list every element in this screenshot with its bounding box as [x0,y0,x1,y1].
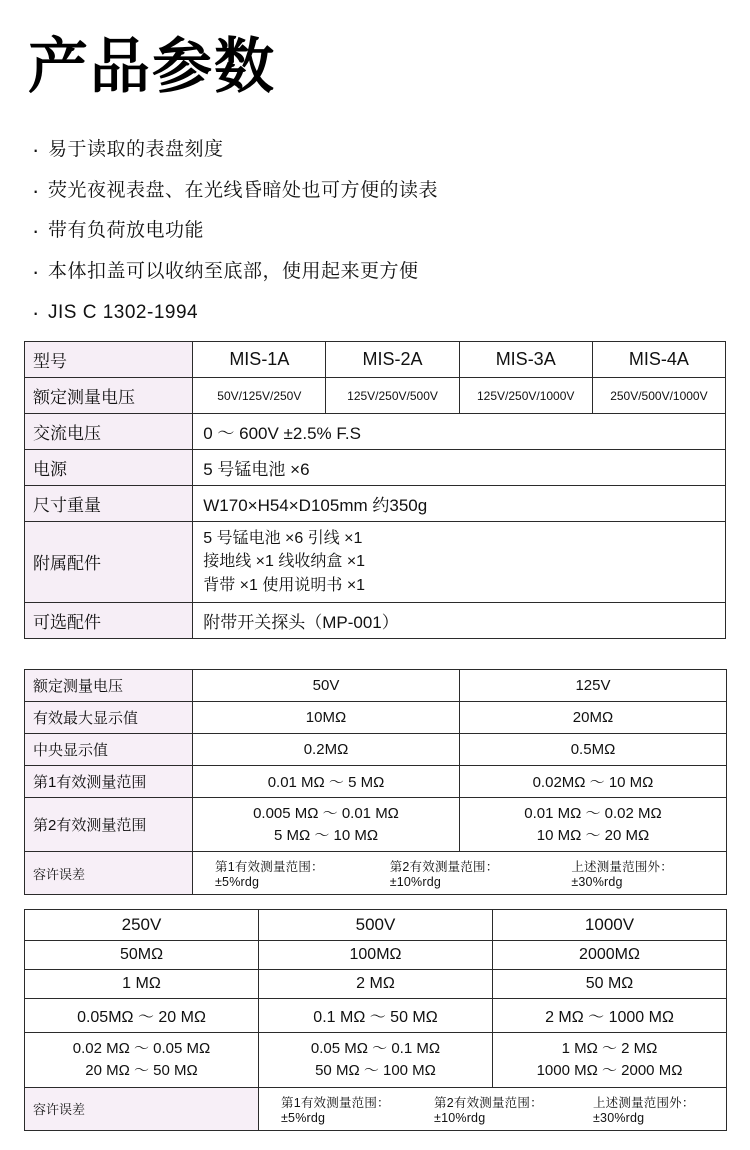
table-row [25,450,726,486]
range1-cell: 0.02MΩ ～ 10 MΩ [460,765,727,797]
voltage-header: 50V [193,669,460,701]
row-value [193,522,726,603]
range2-line: 50 MΩ ～ 100 MΩ [315,1062,436,1080]
measurement-range-table-low [24,669,727,896]
table-row [25,852,727,895]
list-item: · 本体扣盖可以收纳至底部，使用起来更方便 [30,259,726,285]
range2-line: 0.005 MΩ ～ 0.01 MΩ [253,804,399,822]
voltage-header: 1000V [493,910,727,941]
table-row [25,342,726,378]
max-display-cell: 20MΩ [460,701,727,733]
range2-line: 0.02 MΩ ～ 0.05 MΩ [72,1040,211,1058]
table-row [25,414,726,450]
row-label: 第2有效测量范围 [25,797,193,852]
row-label: 额定测量电压 [25,378,193,414]
list-item: · JIS C 1302-1994 [30,300,726,326]
tolerance-item: 上述测量范围外：±30%rdg [571,860,673,890]
range2-line: 1 MΩ ～ 2 MΩ [561,1040,658,1058]
table-row [25,1033,727,1088]
range2-cell [460,797,727,852]
voltage-cell: 125V/250V/500V [326,378,459,414]
tolerance-item: 上述测量范围外：±30%rdg [592,1095,695,1125]
max-display-cell: 100MΩ [259,941,493,970]
voltage-cell: 50V/125V/250V [193,378,326,414]
feature-list [24,137,726,325]
max-display-cell: 2000MΩ [493,941,727,970]
voltage-header: 500V [259,910,493,941]
measurement-range-table-high [24,909,727,1131]
tolerance-values [259,1087,727,1130]
range1-cell: 2 MΩ ～ 1000 MΩ [493,999,727,1033]
model-cell: MIS-4A [592,342,725,378]
model-cell: MIS-1A [193,342,326,378]
table-row [25,669,727,701]
voltage-cell: 250V/500V/1000V [592,378,725,414]
center-display-cell: 0.5MΩ [460,733,727,765]
table-row [25,378,726,414]
range1-cell: 0.01 MΩ ～ 5 MΩ [193,765,460,797]
table-row [25,999,727,1033]
specification-table [24,341,726,639]
table-row [25,797,727,852]
range2-line: 5 MΩ ～ 10 MΩ [273,826,379,844]
row-value: 附带开关探头（MP-001） [193,602,726,638]
tolerance-label: 容许误差 [25,852,193,895]
accessory-line: 接地线 ×1 线收纳盒 ×1 [203,553,366,571]
range2-line: 1000 MΩ ～ 2000 MΩ [536,1062,683,1080]
page-title: 产品参数 [28,33,276,100]
range2-line: 0.01 MΩ ～ 0.02 MΩ [524,804,662,822]
row-label: 第1有效测量范围 [25,765,193,797]
row-label: 尺寸重量 [25,486,193,522]
model-cell: MIS-3A [459,342,592,378]
row-label: 可选配件 [25,602,193,638]
row-label: 有效最大显示值 [25,701,193,733]
row-label: 交流电压 [25,414,193,450]
center-display-cell: 50 MΩ [493,970,727,999]
voltage-header: 250V [25,910,259,941]
accessory-line: 背带 ×1 使用说明书 ×1 [203,576,366,594]
center-display-cell: 1 MΩ [25,970,259,999]
table-row [25,486,726,522]
row-value: 0 ～ 600V ±2.5% F.S [193,414,726,450]
tolerance-item: 第1有效测量范围：±5%rdg [281,1095,390,1125]
list-item: · 荧光夜视表盘、在光线昏暗处也可方便的读表 [30,178,726,204]
table-row [25,1087,727,1130]
tolerance-item: 第1有效测量范围：±5%rdg [215,860,324,890]
list-item: · 带有负荷放电功能 [30,218,726,244]
row-label: 电源 [25,450,193,486]
row-label: 型号 [25,342,193,378]
tolerance-values [193,852,727,895]
list-item: · 易于读取的表盘刻度 [30,137,726,163]
center-display-cell: 0.2MΩ [193,733,460,765]
table-row [25,941,727,970]
row-label: 额定测量电压 [25,669,193,701]
tolerance-item: 第2有效测量范围：±10%rdg [434,1095,543,1125]
range2-cell [193,797,460,852]
range1-cell: 0.05MΩ ～ 20 MΩ [25,999,259,1033]
table-row [25,765,727,797]
model-cell: MIS-2A [326,342,459,378]
range2-line: 20 MΩ ～ 50 MΩ [85,1062,198,1080]
table-row [25,701,727,733]
row-label: 中央显示值 [25,733,193,765]
row-value: W170×H54×D105mm 约350g [193,486,726,522]
table-row [25,910,727,941]
range2-cell [493,1033,727,1088]
row-value: 5 号锰电池 ×6 [193,450,726,486]
tolerance-item: 第2有效测量范围：±10%rdg [389,860,499,890]
range2-cell [25,1033,259,1088]
range2-line: 0.05 MΩ ～ 0.1 MΩ [310,1040,441,1058]
range2-cell [259,1033,493,1088]
max-display-cell: 50MΩ [25,941,259,970]
table-row [25,733,727,765]
table-row [25,522,726,603]
range1-cell: 0.1 MΩ ～ 50 MΩ [259,999,493,1033]
voltage-cell: 125V/250V/1000V [459,378,592,414]
voltage-header: 125V [460,669,727,701]
max-display-cell: 10MΩ [193,701,460,733]
accessory-line: 5 号锰电池 ×6 引线 ×1 [203,530,363,548]
table-row [25,970,727,999]
range2-line: 10 MΩ ～ 20 MΩ [536,826,650,844]
center-display-cell: 2 MΩ [259,970,493,999]
table-row [25,602,726,638]
row-label: 附属配件 [25,522,193,603]
tolerance-label: 容许误差 [25,1087,259,1130]
